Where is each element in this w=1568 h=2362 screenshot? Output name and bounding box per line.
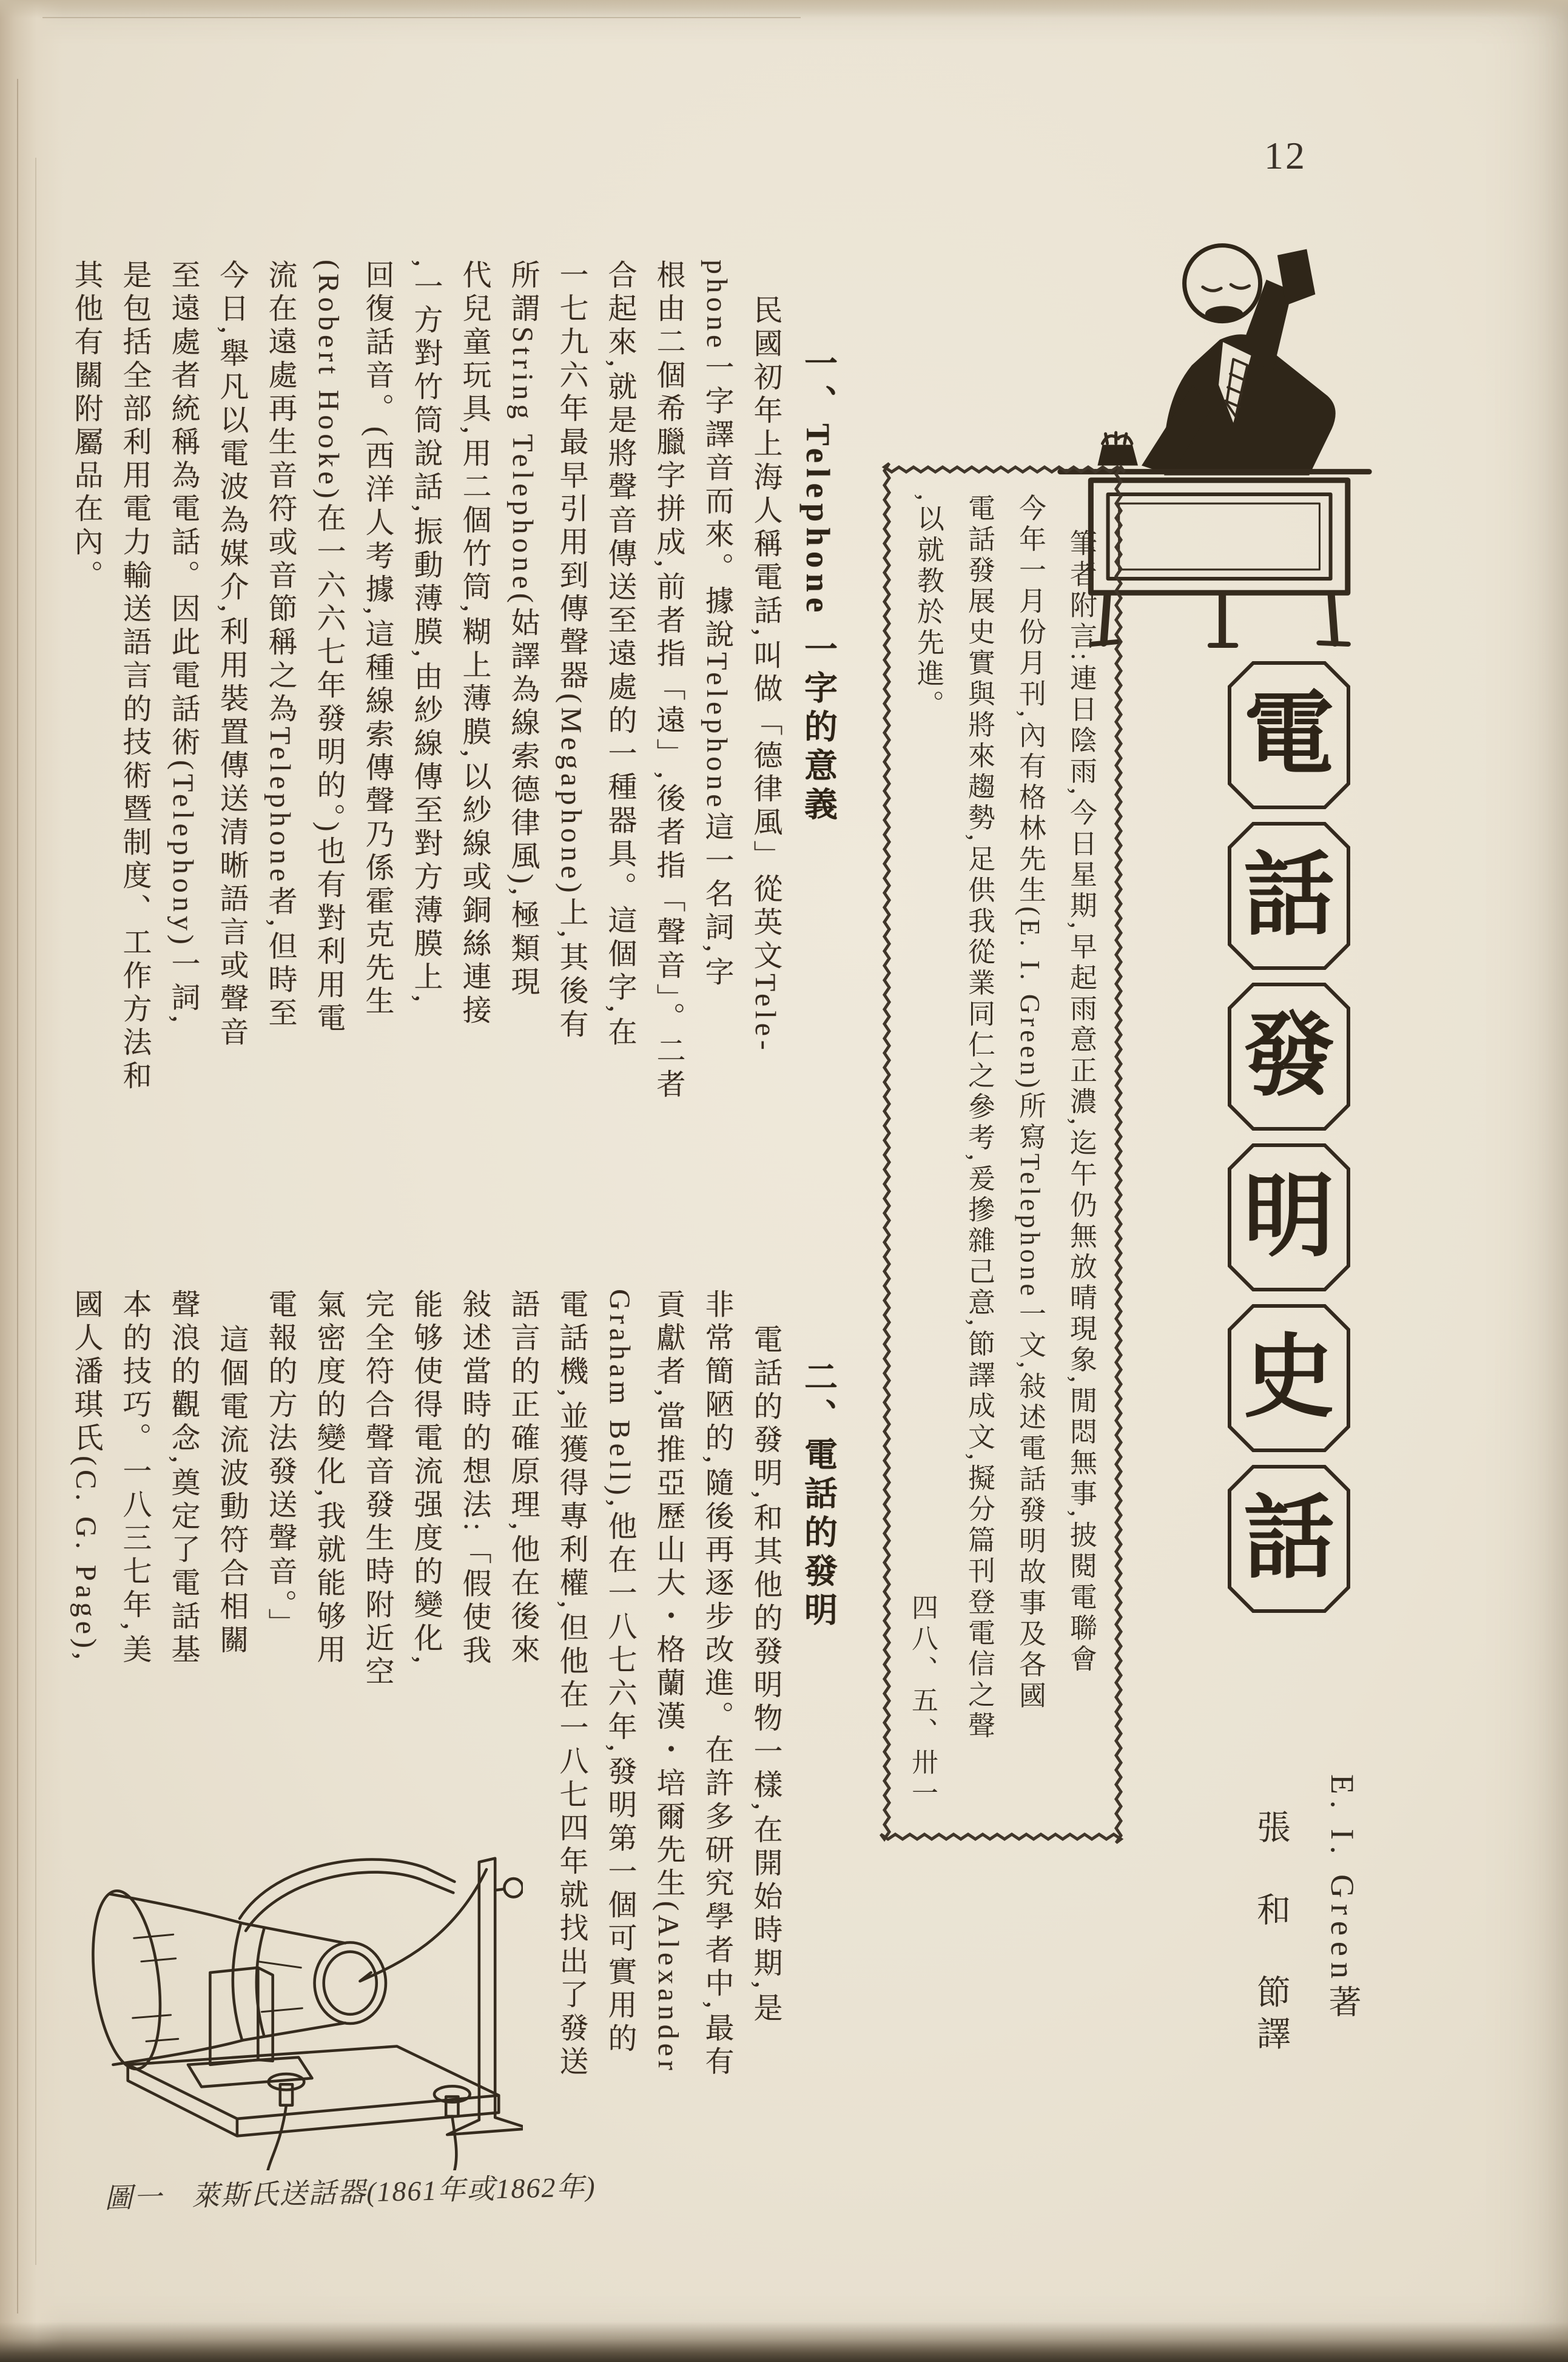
- body-column: 非常簡陋的,隨後再逐步改進。在許多研究學者中,最有: [701, 1289, 733, 2079]
- foreword-column: 今年一月份月刊,內有格林先生(E. I. Green)所寫Telephone一文,敍述電話發明故事及各國: [1015, 494, 1045, 1712]
- body-column: 氣密度的變化,我就能够用: [312, 1289, 345, 1667]
- title-char-box: [1226, 1464, 1351, 1614]
- section-telephone-meaning: [58, 260, 846, 1248]
- body-column: 貢獻者,當推亞歷山大・格蘭漢・培爾先生(Alexander: [652, 1289, 684, 2074]
- body-column: 本的技巧。一八三七年,美: [118, 1289, 150, 1667]
- body-column: 流在遠處再生音符或音節稱之為Telephone者,但時至: [264, 260, 296, 1031]
- body-column: 電話機,並獲得專利權,但他在一八七四年就找出了發送: [555, 1289, 587, 2079]
- body-column: 語言的正確原理,他在後來: [506, 1289, 539, 1667]
- body-column: 合起來,就是將聲音傳送至遠處的一種器具。這個字,在: [604, 260, 636, 1050]
- body-column: 根由二個希臘字拼成,前者指「遠」,後者指「聲音」。二者: [652, 260, 684, 1102]
- body-column: 聲浪的觀念,奠定了電話基: [167, 1289, 199, 1667]
- body-column: 能够使得電流强度的變化,: [409, 1289, 442, 1667]
- body-column: 敍述當時的想法:「假使我: [458, 1289, 490, 1669]
- body-column: 是包括全部利用電力輸送語言的技術暨制度、工作方法和: [118, 260, 150, 1094]
- body-column: 至遠處者統稱為電話。因此電話術(Telephony)一詞,: [167, 260, 199, 1027]
- body-column: 所謂String Telephone(姑譯為線索德律風),極類現: [506, 260, 539, 1000]
- body-column: ,一方對竹筒說話,振動薄膜,由紗線傳至對方薄膜上,: [409, 260, 442, 1006]
- author-original: E. I. Green著: [1324, 1774, 1361, 2024]
- body-column: (Robert Hooke)在一六六七年發明的。)也有對利用電: [312, 260, 345, 1036]
- author-translator: 張 和 節譯: [1252, 1809, 1290, 2057]
- foreword-column: 筆者附言:連日陰雨,今日星期,早起雨意正濃,迄午仍無放晴現象,閒悶無事,披閱電聯會: [1066, 529, 1096, 1675]
- body-column: 今日,舉凡以電波為媒介,利用裝置傳送清晰語言或聲音: [215, 260, 247, 1050]
- title-char-box: [1226, 981, 1351, 1132]
- title-char-box: [1226, 1142, 1351, 1293]
- title-char: 電: [1243, 685, 1334, 786]
- body-column: 一七九六年最早引用到傳聲器(Megaphone)上,其後有: [555, 260, 587, 1042]
- body-column: 這個電流波動符合相關: [215, 1324, 247, 1658]
- foreword-box: [878, 461, 1127, 1845]
- foreword-text: [900, 494, 1106, 1814]
- title-char: 史: [1243, 1328, 1334, 1428]
- book-gutter-edge: [0, 0, 63, 2362]
- page-bottom-edge: [0, 2322, 1568, 2362]
- body-column: 其他有關附屬品在內。: [70, 260, 102, 593]
- title-char: 明: [1243, 1167, 1334, 1268]
- body-column: 代兒童玩具,用二個竹筒,糊上薄膜,以紗線或銅絲連接: [458, 260, 490, 1028]
- foreword-column: 電話發展史實與將來趨勢,足供我從業同仁之參考,爰摻雜己意,節譯成文,擬分篇刊登電信之聲: [964, 494, 994, 1742]
- foreword-column: ,以就教於先進。: [913, 494, 943, 721]
- article-title: [1226, 660, 1351, 1624]
- title-char-box: [1226, 821, 1351, 971]
- title-char: 話: [1243, 1489, 1334, 1589]
- section-heading: 二、電話的發明: [799, 1359, 836, 1631]
- body-column: 電報的方法發送聲音。」: [264, 1289, 296, 1641]
- body-column: phone一字譯音而來。據說Telephone這一名詞,字: [701, 260, 733, 990]
- body-column: Graham Bell),他在一八七六年,發明第一個可實用的: [604, 1289, 636, 2056]
- title-char-box: [1226, 1303, 1351, 1453]
- title-char: 發: [1243, 1006, 1334, 1107]
- body-column: 回復話音。(西洋人考據,這種線索傳聲乃係霍克先生: [361, 260, 393, 1019]
- body-column: 完全符合聲音發生時附近空: [361, 1289, 393, 1689]
- body-column: 國人潘琪氏(C. G. Page),: [70, 1289, 102, 1664]
- page-number: 12: [1264, 134, 1307, 177]
- title-char-box: [1226, 660, 1351, 810]
- reis-transmitter-figure: [55, 1777, 523, 2170]
- page-top-edge: [0, 0, 1568, 18]
- foreword-date: 四八、五、卅一: [907, 1593, 937, 1810]
- section-heading: 一、Telephone 一字的意義: [799, 346, 836, 826]
- figure-caption: 圖一 萊斯氏送話器(1861年或1862年): [104, 2171, 597, 2214]
- title-char: 話: [1243, 846, 1334, 946]
- body-column: 電話的發明,和其他的發明物一樣,在開始時期,是: [749, 1324, 781, 2026]
- author-block: [1235, 1774, 1378, 2187]
- body-column: 民國初年上海人稱電話,叫做「德律風」從英文Tele-: [749, 295, 781, 1054]
